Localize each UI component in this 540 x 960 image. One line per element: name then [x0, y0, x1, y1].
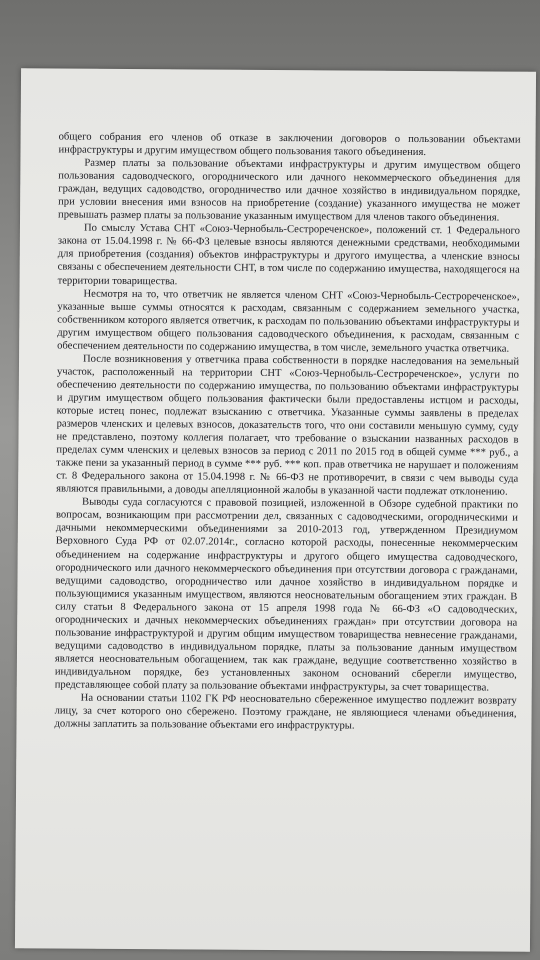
paragraph: Выводы суда согласуются с правовой позицией, изложенной в Обзоре судебной практики по вопросам, возникающим при рассмотрении дел, связанных с садоводческими, огородническими и дачными некоммерческими объединениями за 2010-2013 год, утвержденном Президиумом Верховного Суда РФ от 02.07.2014г., согласно которой расходы, понесенные некоммерческим объединением на содержание инфраструктуры и другого общего имущества садоводческого, огороднического или дачного некоммерческого объединения при отсутствии договора с гражданами, ведущими садоводство, огородничество или дачное хозяйство в индивидуальном порядке и пользующимися указанным имуществом, являются неосновательным обогащением этих граждан. В силу статьи 8 Федерального закона от 15 апреля 1998 года № 66-ФЗ «О садоводческих, огороднических и дачных некоммерческих объединениях граждан» при отсутствии договора на пользование инфраструктурой и другим общим имуществом товарищества невнесение гражданами, ведущими садоводство в индивидуальном порядке, платы за пользование данным имуществом является неосновательным обогащением, так как граждане, ведущие соответственно хозяйство в индивидуальном порядке, без установленных законом оснований сберегли имущество, представляющее собой плату за пользование объектами инфраструктуры, за счет товарищества.: [54, 496, 519, 694]
paragraph: По смыслу Устава СНТ «Союз-Чернобыль-Сестрореченское», положений ст. 1 Федерального закона от 15.04.1998 г. № 66-ФЗ целевые взносы являются денежными средствами, необходимыми для приобретения (создания) объектов инфраструктуры и другого имущества, а членские взносы связаны с обеспечением деятельности СНТ, в том числе по содержанию имущества, находящегося на территории товарищества.: [57, 222, 520, 287]
paragraph: Размер платы за пользование объектами инфраструктуры и другим имуществом общего пользования садоводческого, огороднического или дачного некоммерческого объединения для граждан, ведущих садоводство, огородничество или дачное хозяйство в индивидуальном порядке, при условии внесения ими взносов на приобретение (создание) указанного имущества не может превышать размер платы за пользование указанным имуществом для членов такого объединения.: [58, 157, 521, 224]
paragraph: общего собрания его членов об отказе в заключении договоров о пользовании объектами инфраструктуры и другим имуществом общего пользования такого объединения.: [58, 131, 521, 159]
paragraph: На основании статьи 1102 ГК РФ неосновательно сбереженное имущество подлежит возврату лицу, за счет которого оно сбережено. Поэтому граждане, не являющиеся членами объединения, должны заплатить за пользование объектами его инфраструктуры.: [54, 692, 517, 732]
document-body: [54, 130, 520, 733]
paragraph: Несмотря на то, что ответчик не является членом СНТ «Союз-Чернобыль-Сестрореченское», указанные выше суммы относятся к расходам, связанным с содержанием земельного участка, собственником которого является ответчик, к расходам по пользованию объектами инфраструктуры и другим имуществом общего пользования садоводческого объединения, к расходам, связанным с обеспечением деятельности по содержанию имущества, в том числе, земельного участка ответчика.: [57, 288, 520, 355]
document-page: [15, 68, 536, 952]
paragraph: После возникновения у ответчика права собственности в порядке наследования на земельный участок, расположенный на территории СНТ «Союз-Чернобыль-Сестрореченское», услуги по обеспечению деятельности по содержанию имущества, по пользованию объектами инфраструктуры и другим имуществом общего пользования фактически были предоставлены истцом и расходы, которые истец понес, подлежат взысканию с ответчика. Указанные суммы заявлены в пределах размеров членских и целевых взносов, доказательств того, что они составили меньшую сумму, суду не представлено, поэтому коллегия полагает, что требование о взыскании названных расходов в пределах сумм членских и целевых взносов за период с 2011 по 2015 год в общей сумме *** руб., а также пени за указанный период в сумме *** руб. *** коп. прав ответчика не нарушает и положениям ст. 8 Федерального закона от 15.04.1998 г. № 66-ФЗ не противоречит, в связи с чем выводы суда являются правильными, а доводы апелляционной жалобы в указанной части подлежат отклонению.: [56, 353, 520, 498]
